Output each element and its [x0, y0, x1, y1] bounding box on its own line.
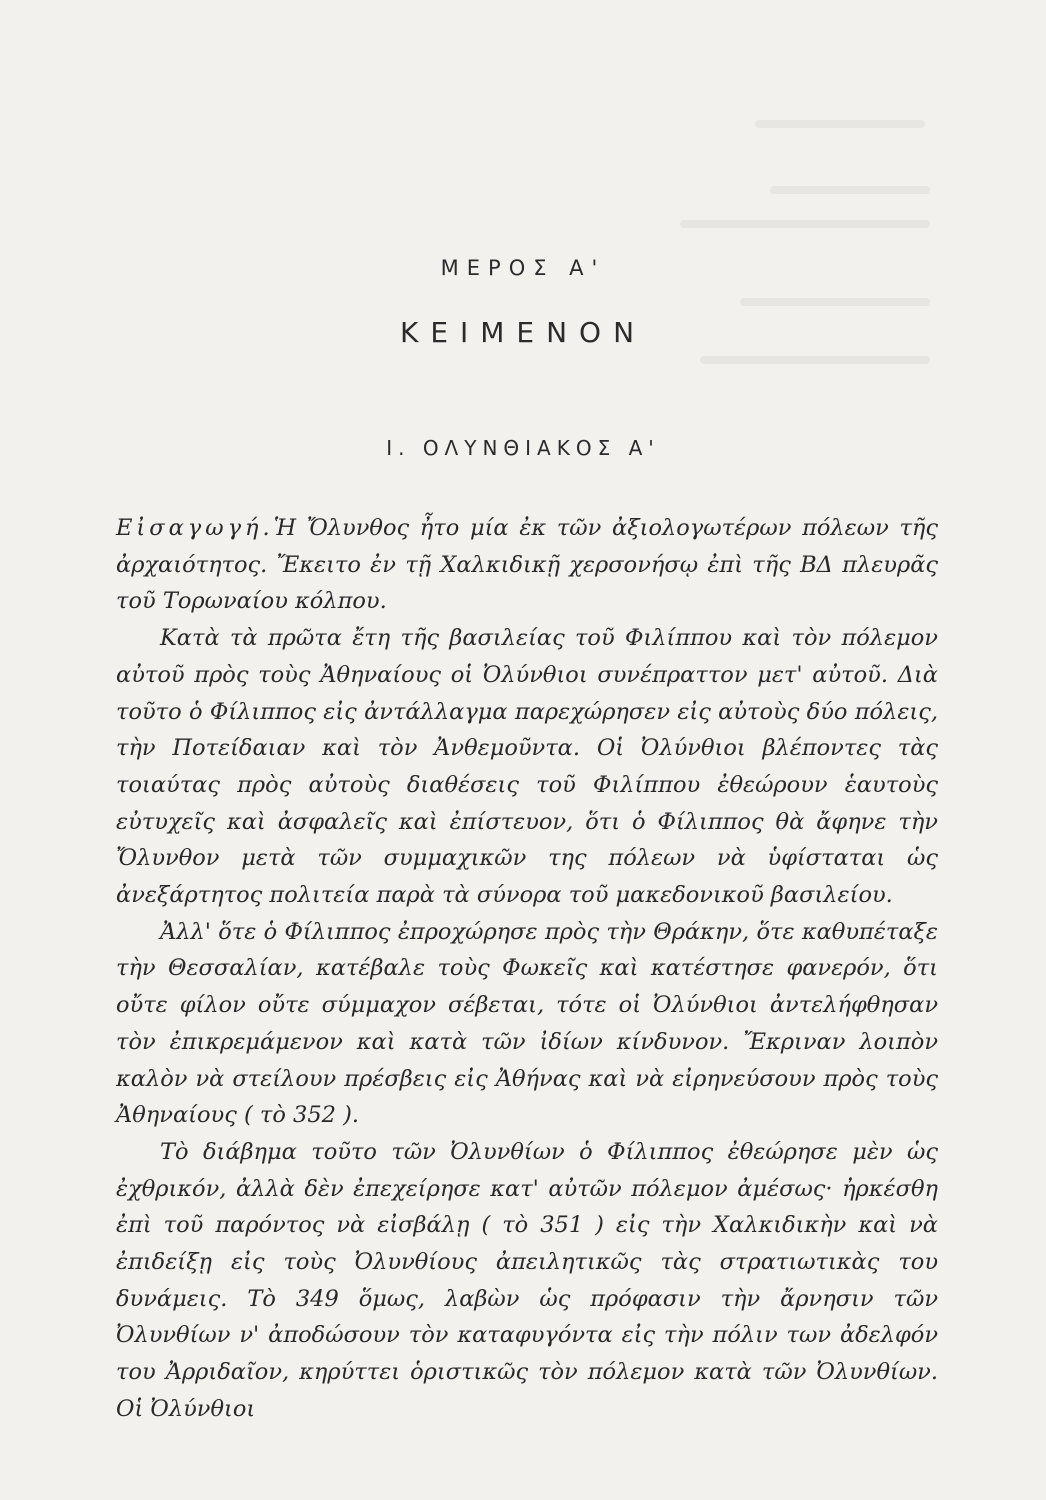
part-label: ΜΕΡΟΣ Α': [440, 256, 606, 280]
paragraph-text: Ἡ Ὄλυνθος ἦτο μία ἐκ τῶν ἀξιολογωτέρων πόλεων τῆς ἀρχαιότητος. Ἔκειτο ἐν τῇ Χαλκιδικῇ χερσονήσῳ ἐπὶ τῆς ΒΔ πλευρᾶς τοῦ Τορωναίου κόλπου.: [116, 515, 938, 615]
part-title: ΚΕΙΜΕΝΟΝ: [399, 316, 647, 349]
bleed-through-mark: [740, 298, 930, 306]
intro-label: Εἰσαγωγή.: [116, 515, 274, 541]
bleed-through-mark: [700, 356, 930, 364]
paragraph: Τὸ διάβημα τοῦτο τῶν Ὀλυνθίων ὁ Φίλιππος ἐθεώρησε μὲν ὡς ἐχθρικόν, ἀλλὰ δὲν ἐπεχείρησε κατ' αὐτῶν πόλεμον ἀμέσως· ἠρκέσθη ἐπὶ τοῦ παρόντος νὰ εἰσβάλῃ ( τὸ 351 ) εἰς τὴν Χαλκιδικὴν καὶ νὰ ἐπιδείξῃ εἰς τοὺς Ὀλυνθίους ἀπειλητικῶς τὰς στρατιωτικὰς του δυνάμεις. Τὸ 349 ὅμως, λαβὼν ὡς πρόφασιν τὴν ἄρνησιν τῶν Ὀλυνθίων ν' ἀποδώσουν τὸν καταφυγόντα εἰς τὴν πόλιν των ἀδελφόν του Ἀρριδαῖον, κηρύττει ὁριστικῶς τὸν πόλεμον κατὰ τῶν Ὀλυνθίων. Οἱ Ὀλύνθιοι: [116, 1138, 938, 1422]
intro-paragraph: [116, 510, 938, 620]
section-heading: I. ΟΛΥΝΘΙΑΚΟΣ Α': [386, 436, 660, 460]
paragraph: Κατὰ τὰ πρῶτα ἔτη τῆς βασιλείας τοῦ Φιλίππου καὶ τὸν πόλεμον αὐτοῦ πρὸς τοὺς Ἀθηναίους οἱ Ὀλύνθιοι συνέπραττον μετ' αὐτοῦ. Διὰ τοῦτο ὁ Φίλιππος εἰς ἀντάλλαγμα παρεχώρησεν εἰς αὐτοὺς δύο πόλεις, τὴν Ποτείδαιαν καὶ τὸν Ἀνθεμοῦντα. Οἱ Ὀλύνθιοι βλέποντες τὰς τοιαύτας πρὸς αὐτοὺς διαθέσεις τοῦ Φιλίππου ἐθεώρουν ἑαυτοὺς εὐτυχεῖς καὶ ἀσφαλεῖς καὶ ἐπίστευον, ὅτι ὁ Φίλιππος θὰ ἄφηνε τὴν Ὄλυνθον μετὰ τῶν συμμαχικῶν της πόλεων νὰ ὑφίσταται ὡς ἀνεξάρτητος πολιτεία παρὰ τὰ σύνορα τοῦ μακεδονικοῦ βασιλείου.: [116, 625, 938, 909]
bleed-through-mark: [770, 186, 930, 194]
body-text: [116, 510, 938, 1428]
paragraph: Ἀλλ' ὅτε ὁ Φίλιππος ἐπροχώρησε πρὸς τὴν Θράκην, ὅτε καθυπέταξε τὴν Θεσσαλίαν, κατέβαλε τοὺς Φωκεῖς καὶ κατέστησε φανερόν, ὅτι οὔτε φίλον οὔτε σύμμαχον σέβεται, τότε οἱ Ὀλύνθιοι ἀντελήφθησαν τὸν ἐπικρεμάμενον καὶ κατὰ τῶν ἰδίων κίνδυνον. Ἔκριναν λοιπὸν καλὸν νὰ στείλουν πρέσβεις εἰς Ἀθήνας καὶ νὰ εἰρηνεύσουν πρὸς τοὺς Ἀθηναίους ( τὸ 352 ).: [116, 918, 938, 1129]
bleed-through-mark: [755, 120, 925, 128]
bleed-through-mark: [680, 220, 930, 228]
